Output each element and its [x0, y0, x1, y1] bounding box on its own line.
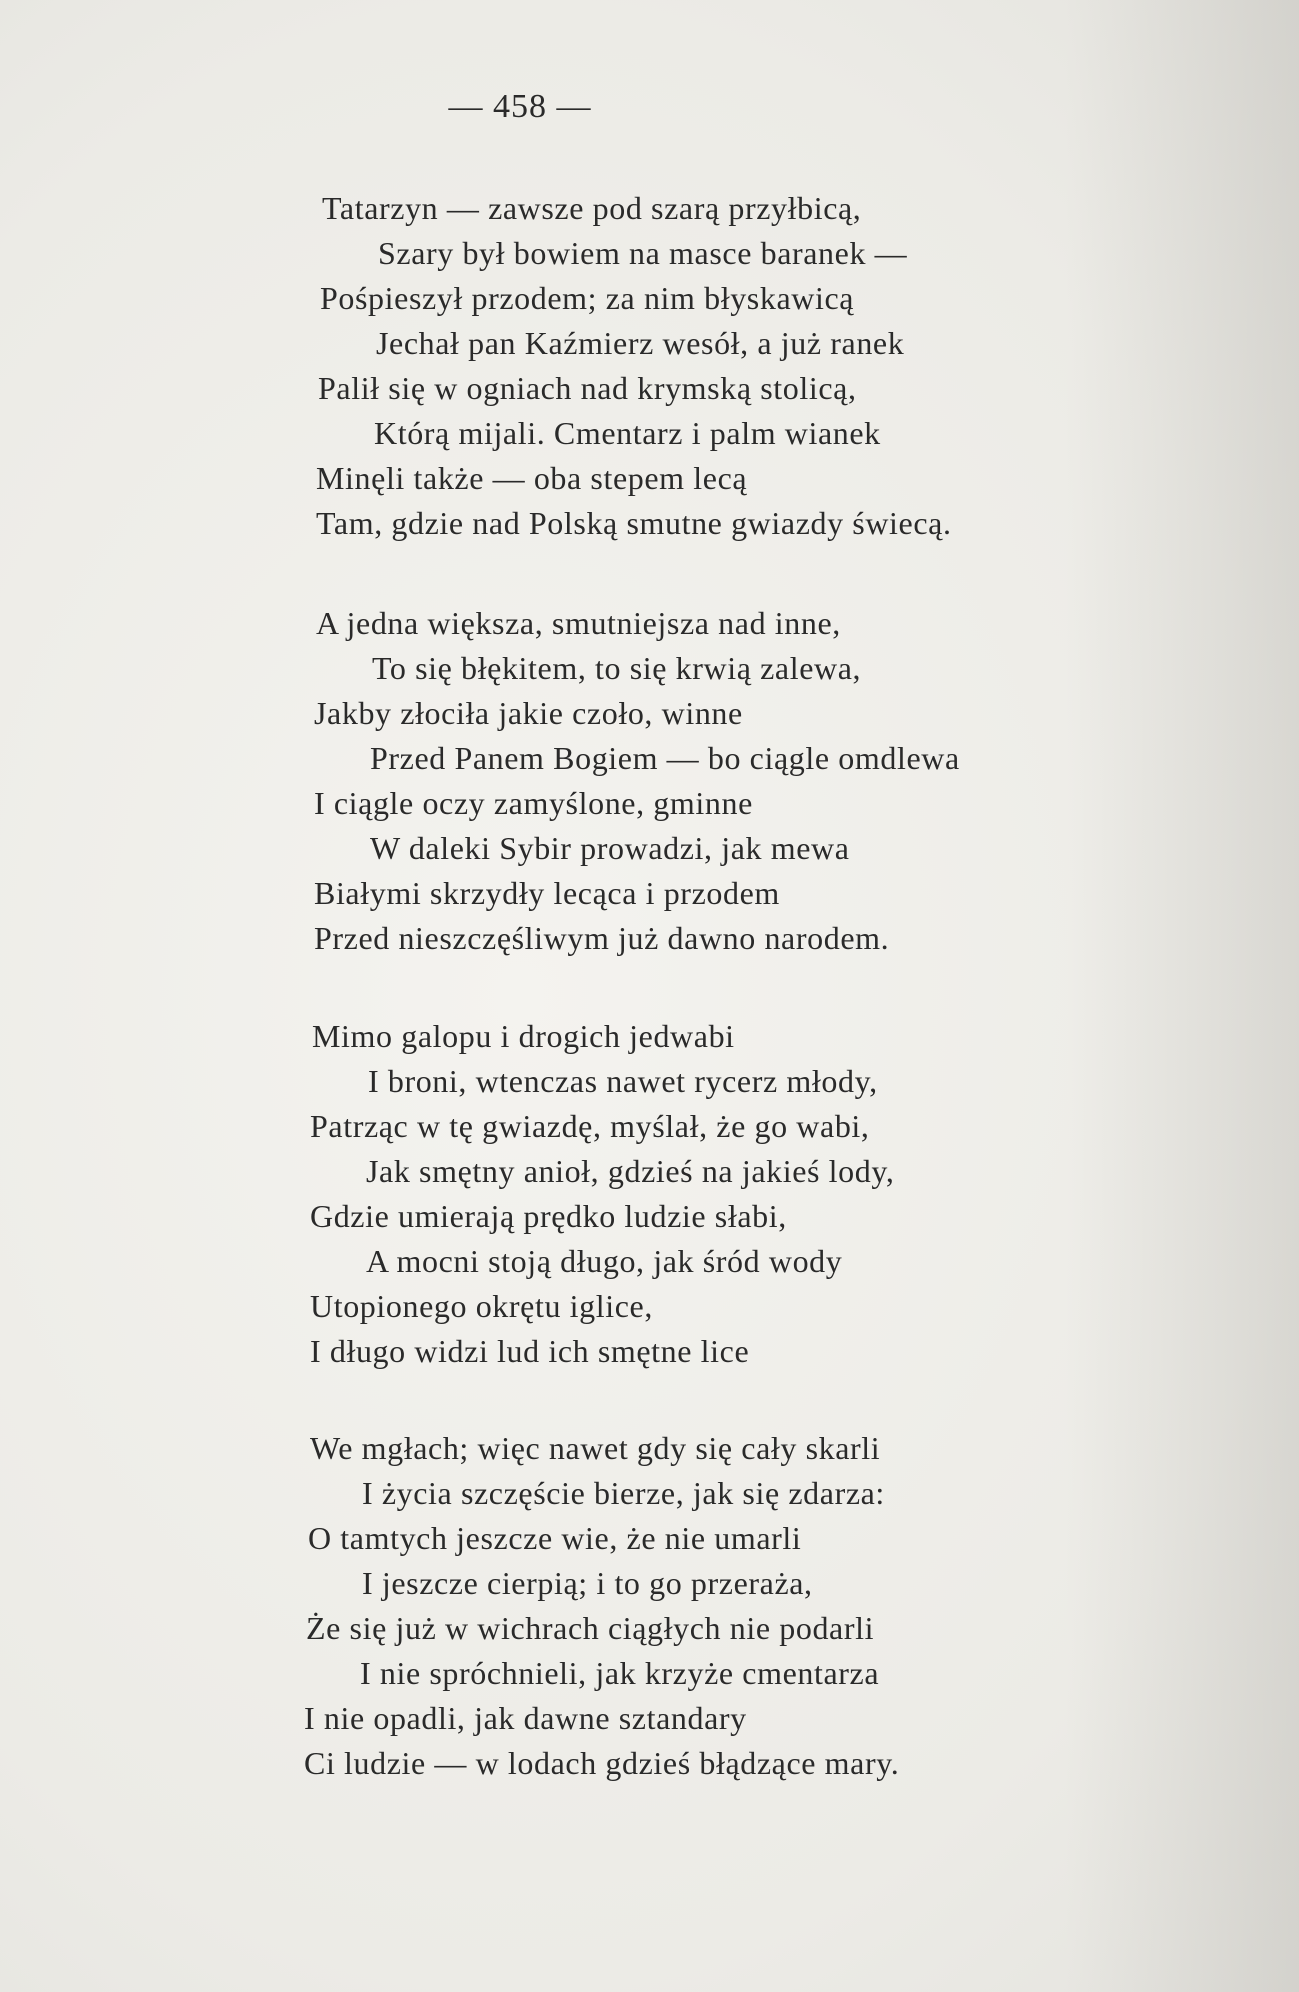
- verse-line: Którą mijali. Cmentarz i palm wianek: [374, 415, 881, 451]
- verse-line: Tatarzyn — zawsze pod szarą przyłbicą,: [322, 190, 862, 226]
- verse-line: I nie opadli, jak dawne sztandary: [304, 1700, 747, 1736]
- verse-line: I broni, wtenczas nawet rycerz młody,: [368, 1063, 878, 1099]
- verse-line: Przed Panem Bogiem — bo ciągle omdlewa: [370, 740, 960, 776]
- verse-line: Tam, gdzie nad Polską smutne gwiazdy świecą.: [316, 505, 952, 541]
- verse-line: W daleki Sybir prowadzi, jak mewa: [370, 830, 850, 866]
- verse-line: Palił się w ogniach nad krymską stolicą,: [318, 370, 857, 406]
- verse-line: To się błękitem, to się krwią zalewa,: [372, 650, 862, 686]
- verse-line: Jak smętny anioł, gdzieś na jakieś lody,: [366, 1153, 895, 1189]
- verse-line: Że się już w wichrach ciągłych nie podarli: [306, 1610, 875, 1646]
- verse-line: Mimo galopu i drogich jedwabi: [312, 1018, 735, 1054]
- verse-line: Jechał pan Kaźmierz wesół, a już ranek: [376, 325, 905, 361]
- verse-line: A jedna większa, smutniejsza nad inne,: [316, 605, 841, 641]
- verse-line: Utopionego okrętu iglice,: [310, 1288, 653, 1324]
- verse-line: O tamtych jeszcze wie, że nie umarli: [308, 1520, 802, 1556]
- verse-line: We mgłach; więc nawet gdy się cały skarli: [310, 1430, 881, 1466]
- verse-line: I długo widzi lud ich smętne lice: [310, 1333, 750, 1369]
- verse-line: Jakby złociła jakie czoło, winne: [314, 695, 743, 731]
- page-number: — 458 —: [448, 88, 592, 125]
- verse-line: I ciągle oczy zamyślone, gminne: [314, 785, 753, 821]
- verse-line: Minęli także — oba stepem lecą: [316, 460, 748, 496]
- verse-line: Przed nieszczęśliwym już dawno narodem.: [314, 920, 890, 956]
- verse-line: A mocni stoją długo, jak śród wody: [366, 1243, 843, 1279]
- verse-line: Białymi skrzydły lecąca i przodem: [314, 875, 780, 911]
- verse-line: Ci ludzie — w lodach gdzieś błądzące mary.: [304, 1745, 900, 1781]
- verse-line: Pośpieszył przodem; za nim błyskawicą: [320, 280, 855, 316]
- verse-line: Patrząc w tę gwiazdę, myślał, że go wabi,: [310, 1108, 870, 1144]
- verse-line: Gdzie umierają prędko ludzie słabi,: [310, 1198, 787, 1234]
- verse-line: I nie spróchnieli, jak krzyże cmentarza: [360, 1655, 880, 1691]
- verse-line: I życia szczęście bierze, jak się zdarza:: [362, 1475, 885, 1511]
- verse-line: I jeszcze cierpią; i to go przeraża,: [362, 1565, 813, 1601]
- verse-line: Szary był bowiem na masce baranek —: [378, 235, 908, 271]
